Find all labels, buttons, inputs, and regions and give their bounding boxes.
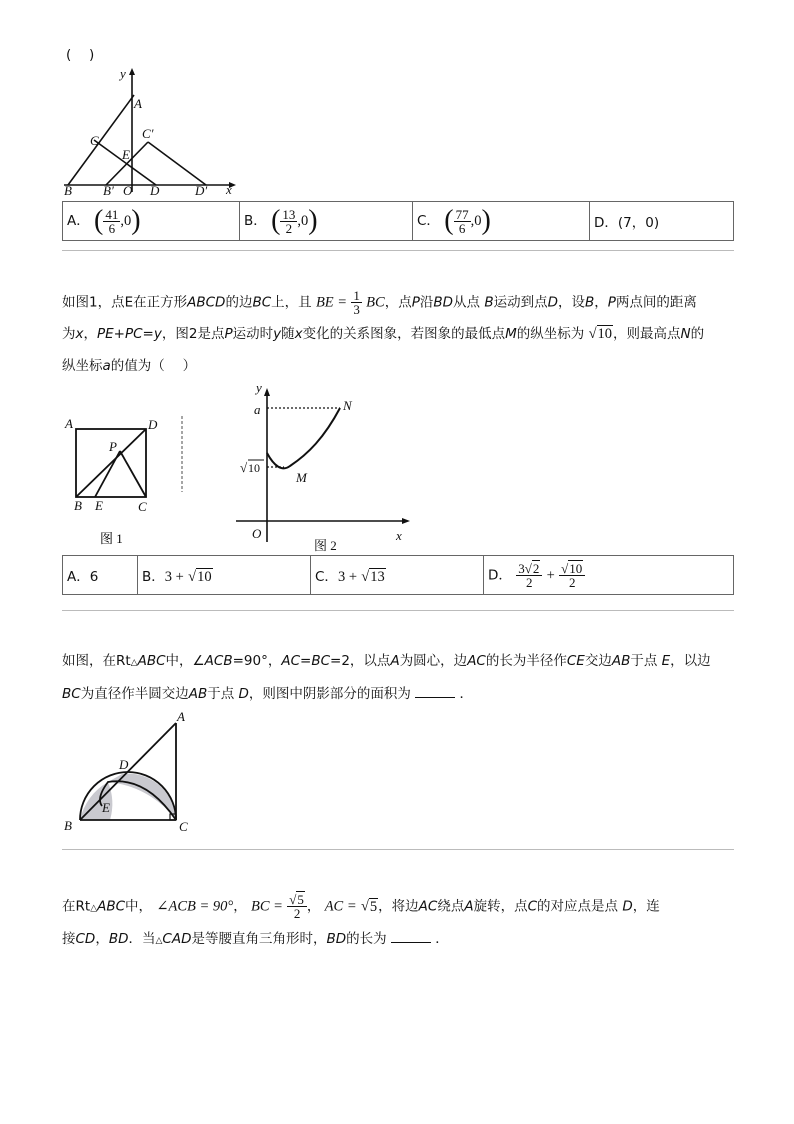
q2-fig1-caption: 图 1 [100,531,123,546]
q1-label-cprime: C′ [142,126,154,141]
q4-line-2: 接CD，BD．当△CAD是等腰直角三角形时，BD的长为 ． [62,928,449,951]
q1-label-a: A [134,96,142,111]
q2-fig1-label-d: D [148,417,158,432]
q3-label-c: C [179,819,188,834]
q1-label-o: O [123,183,133,198]
q2-figure-2 [226,378,416,556]
q2-fig1-label-e: E [95,498,103,513]
q2-options-table [62,555,734,595]
q4-line-1: 在Rt△ABC中， ∠ACB = 90°， BC = $\frac{√5}{2}$ ， AC = √5，将边AC绕点A旋转，点C的对应点是点 D，连 [62,892,660,921]
q1-label-e: E [122,147,130,162]
q2-fig2-label-sqrt10: 10 [248,461,260,475]
q3-label-b: B [64,818,72,833]
q2-fig1-label-b: B [74,498,82,513]
divider [62,250,734,251]
q3-line-1: 如图，在Rt△ABC中，∠ACB=90°，AC=BC=2，以点A为圆心，边AC的长为半径作CE交边AB于点 E，以边 [62,653,711,669]
q2-fig1-label-c: C [138,499,147,514]
q1-option-b[interactable]: B． ( $\frac{13}{2}$ ,0) [240,202,413,241]
q3-figure [60,706,200,838]
q2-option-d[interactable]: D． $\frac{3√2}{2}$ + $\frac{√10}{2}$ [484,556,734,595]
q3-line-2: BC为直径作半圆交边AB于点 D，则图中阴影部分的面积为 ． [62,683,473,704]
q2-fig2-label-m: M [296,470,307,485]
q4-answer-blank[interactable] [391,928,431,943]
q3-label-e: E [102,800,110,815]
q2-figure-1 [62,412,192,548]
q1-figure [60,66,250,200]
q2-line-1: 如图1，点E在正方形ABCD的边BC上，且 BE = $\frac{1}{3}$ BC，点P沿BD从点 B运动到点D，设B，P两点间的距离 [62,288,697,317]
q1-option-c[interactable]: C． ( $\frac{77}{6}$ ,0) [413,202,590,241]
q2-fig2-label-x: x [396,528,402,543]
q1-option-d[interactable]: D．(7，0) [590,202,734,241]
q2-fig1-label-p: P [109,439,117,454]
q3-answer-blank[interactable] [415,683,455,698]
q1-answer-paren: ( ) [66,47,95,63]
q2-fig2-label-a: a [254,402,261,417]
divider [62,849,734,850]
q2-option-b[interactable]: B．3 + √10 [138,556,311,595]
q2-line-3: 纵坐标a的值为（ ） [62,358,197,374]
q3-label-a: A [177,709,185,724]
q1-label-c: C [90,133,99,148]
q2-fig2-label-n: N [343,398,352,413]
divider [62,610,734,611]
q1-option-a[interactable]: A． ( $\frac{41}{6}$ ,0) [63,202,240,241]
q2-fig2-caption: 图 2 [314,538,337,553]
q1-label-d: D [150,183,160,198]
q1-label-bprime: B′ [103,183,114,198]
q1-label-dprime: D′ [195,183,208,198]
q2-line-2: 为x，PE+PC=y，图2是点P运动时y随x变化的关系图象，若图象的最低点M的纵坐标为 √10，则最高点N的 [62,326,705,342]
q2-fig2-label-y: y [256,380,262,395]
q3-label-d: D [119,757,129,772]
q2-option-c[interactable]: C．3 + √13 [311,556,484,595]
q1-label-x: x [226,182,232,197]
svg-text:√: √ [240,460,248,475]
q2-fig1-label-a: A [65,416,73,431]
q2-option-a[interactable]: A．6 [63,556,138,595]
q1-label-y: y [120,66,126,81]
q1-options-table [62,201,734,241]
q2-fig2-label-o: O [252,526,262,541]
q1-label-b: B [64,183,72,198]
